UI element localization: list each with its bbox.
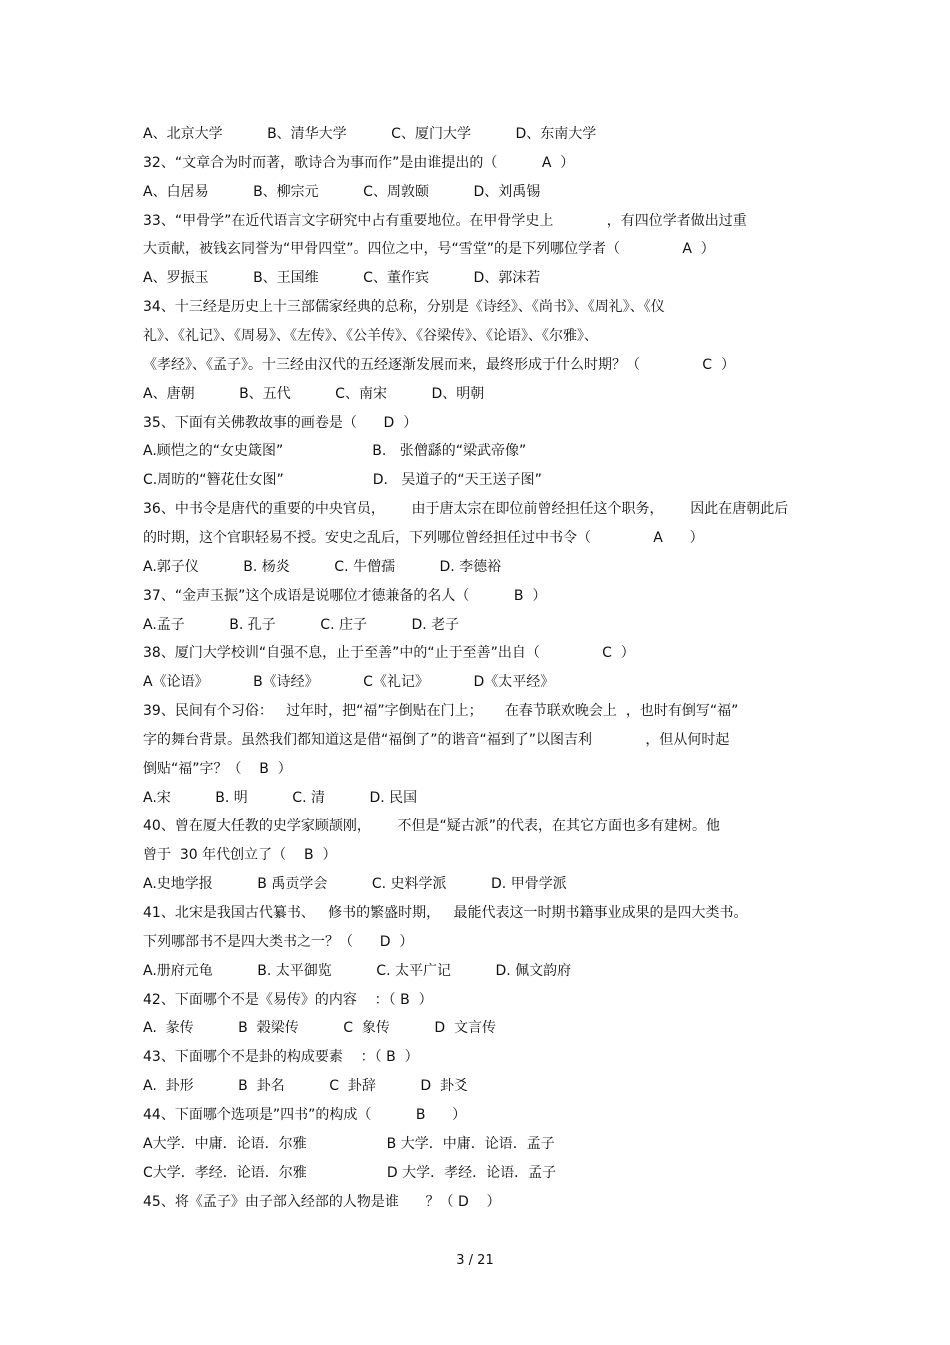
- text-line: C.周昉的“簪花仕女图” D. 吴道子的“天王送子图”: [143, 472, 542, 489]
- text-line: C大学．孝经．论语．尔雅 D 大学．孝经．论语．孟子: [143, 1164, 557, 1181]
- text-line: A大学．中庸．论语．尔雅 B 大学．中庸．论语．孟子: [143, 1135, 555, 1152]
- text-line: 43、下面哪个不是卦的构成要素 ：（ B ）: [143, 1049, 419, 1066]
- text-line: A.顾恺之的“女史箴图” B. 张僧繇的“梁武帝像”: [143, 443, 527, 460]
- text-line: A.孟子 B. 孔子 C. 庄子 D. 老子: [143, 616, 460, 633]
- text-line: A、唐朝 B、五代 C、南宋 D、明朝: [143, 385, 485, 402]
- text-line: 礼》、《礼记》、《周易》、《左传》、《公羊传》、《谷梁传》、《论语》、《尔雅》、: [143, 328, 598, 344]
- text-line: 下列哪部书不是四大类书之一？（ D ）: [143, 933, 414, 950]
- text-line: 39、民间有个习俗： 过年时，把“福”字倒贴在门上； 在春节联欢晚会上 ，也时有倒写“福”: [143, 703, 739, 719]
- text-line: 字的舞台背景。虽然我们都知道这是借“福倒了”的谐音“福到了”以图吉利 ，但从何时起: [143, 731, 730, 748]
- text-line: 41、北宋是我国古代纂书、 修书的繁盛时期， 最能代表这一时期书籍事业成果的是四大类书。: [143, 905, 748, 921]
- text-line: A.郭子仪 B. 杨炎 C. 牛僧孺 D. 李德裕: [143, 558, 502, 575]
- text-line: 33、“甲骨学”在近代语言文字研究中占有重要地位。在甲骨学史上 ，有四位学者做出过重: [143, 212, 747, 229]
- text-line: 45、将《孟子》由子部入经部的人物是谁 ？（ D ）: [143, 1193, 501, 1210]
- text-line: 37、“金声玉振”这个成语是说哪位才德兼备的名人（ B ）: [143, 587, 547, 604]
- text-line: 44、下面哪个选项是”四书”的构成（ B ）: [143, 1106, 467, 1123]
- text-line: 38、厦门大学校训“自强不息，止于至善”中的“止于至善”出自（ C ）: [143, 645, 635, 662]
- text-line: 40、曾在厦大任教的史学家顾颉刚， 不但是“疑古派”的代表，在其它方面也多有建树。他: [143, 818, 721, 835]
- text-line: A. 卦形 B 卦名 C 卦辞 D 卦爻: [143, 1078, 469, 1095]
- text-line: 倒贴“福”字？（ B ）: [143, 760, 292, 777]
- text-line: 36、中书令是唐代的重要的中央官员， 由于唐太宗在即位前曾经担任这个职务， 因此在唐朝此后: [143, 501, 789, 518]
- text-line: 32、“文章合为时而著，歌诗合为事而作”是由谁提出的（ A ）: [143, 154, 575, 171]
- text-line: 35、下面有关佛教故事的画卷是（ D ）: [143, 414, 418, 431]
- text-line: 大贡献，被钱玄同誉为“甲骨四堂”。四位之中，号“雪堂”的是下列哪位学者（ A ）: [143, 241, 715, 258]
- text-line: A《论语》 B《诗经》 C《礼记》 D《太平经》: [143, 674, 555, 691]
- text-line: A.册府元龟 B. 太平御览 C. 太平广记 D. 佩文韵府: [143, 962, 572, 979]
- page-number: 3 / 21: [456, 1253, 494, 1268]
- text-line: 42、下面哪个不是《易传》的内容 ：（ B ）: [143, 991, 433, 1008]
- text-line: 的时期，这个官职轻易不授。安史之乱后，下列哪位曾经担任过中书令（ A ）: [143, 529, 704, 546]
- text-line: A、北京大学 B、清华大学 C、厦门大学 D、东南大学: [143, 126, 597, 142]
- text-line: 曾于 30 年代创立了（ B ）: [143, 847, 337, 864]
- text-line: A.史地学报 B 禹贡学会 C. 史料学派 D. 甲骨学派: [143, 876, 567, 893]
- text-line: A. 彖传 B 榖梁传 C 象传 D 文言传: [143, 1020, 497, 1037]
- text-line: 《孝经》、《孟子》。十三经由汉代的五经逐渐发展而来，最终形成于什么时期？（ C ）: [143, 356, 735, 373]
- text-line: A、罗振玉 B、王国维 C、董作宾 D、郭沫若: [143, 270, 541, 287]
- text-line: A、白居易 B、柳宗元 C、周敦颐 D、刘禹锡: [143, 183, 541, 200]
- text-line: 34、十三经是历史上十三部儒家经典的总称，分别是《诗经》、《尚书》、《周礼》、《仪: [143, 299, 665, 316]
- text-line: A.宋 B. 明 C. 清 D. 民国: [143, 789, 418, 806]
